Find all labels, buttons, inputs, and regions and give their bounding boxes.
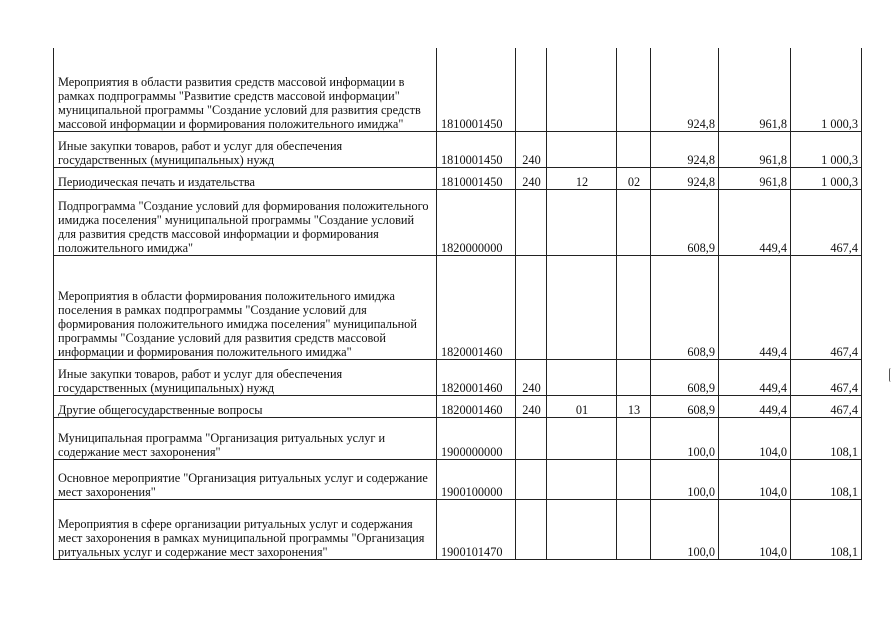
row-year-3-amount: 1 000,3 (791, 48, 862, 131)
row-year-3-amount: 467,4 (791, 189, 862, 255)
table-row (54, 459, 862, 499)
row-target-code: 1900101470 (437, 499, 516, 559)
table-row (54, 167, 862, 189)
row-name: Иные закупки товаров, работ и услуг для обеспечения государственных (муниципальных) нужд (54, 359, 437, 395)
row-target-code: 1810001450 (437, 48, 516, 131)
row-expense-type (516, 189, 547, 255)
row-year-2-amount: 961,8 (719, 48, 791, 131)
row-name: Иные закупки товаров, работ и услуг для обеспечения государственных (муниципальных) нужд (54, 131, 437, 167)
row-year-1-amount: 100,0 (651, 499, 719, 559)
row-year-3-amount: 467,4 (791, 359, 862, 395)
table-row (54, 131, 862, 167)
row-year-3-amount: 467,4 (791, 255, 862, 359)
row-year-1-amount: 608,9 (651, 395, 719, 417)
row-subsection (617, 417, 651, 459)
table-row (54, 255, 862, 359)
row-section (547, 189, 617, 255)
row-name: Мероприятия в области развития средств массовой информации в рамках подпрограммы "Развитие средств массовой информации" муниципальной программы "Создание условий для развития средств массовой информации и формирования положительного имиджа" (54, 48, 437, 131)
row-name: Подпрограмма "Создание условий для формирования положительного имиджа поселения" муниципальной программы "Создание условий для развития средств массовой информации и формирования положительного имиджа" (54, 189, 437, 255)
row-section (547, 499, 617, 559)
table-row (54, 395, 862, 417)
row-year-3-amount: 108,1 (791, 499, 862, 559)
row-section (547, 359, 617, 395)
row-name: Муниципальная программа "Организация ритуальных услуг и содержание мест захоронения" (54, 417, 437, 459)
row-expense-type (516, 499, 547, 559)
row-name: Мероприятия в сфере организации ритуальных услуг и содержания мест захоронения в рамках муниципальной программы "Организация ритуальных услуг и содержание мест захоронения" (54, 499, 437, 559)
row-target-code: 1810001450 (437, 167, 516, 189)
row-target-code: 1820001460 (437, 359, 516, 395)
row-target-code: 1820001460 (437, 255, 516, 359)
table-row (54, 189, 862, 255)
table-row (54, 499, 862, 559)
row-section: 01 (547, 395, 617, 417)
row-section: 12 (547, 167, 617, 189)
table-row (54, 48, 862, 131)
row-subsection (617, 359, 651, 395)
row-name: Другие общегосударственные вопросы (54, 395, 437, 417)
row-year-1-amount: 608,9 (651, 189, 719, 255)
row-target-code: 1900000000 (437, 417, 516, 459)
row-subsection: 02 (617, 167, 651, 189)
row-name: Мероприятия в области формирования положительного имиджа поселения в рамках подпрограммы "Создание условий для формирования положительного имиджа поселения" муниципальной программы "Создание условий для развития средств массовой информации и формирования положительного имиджа" (54, 255, 437, 359)
row-year-1-amount: 100,0 (651, 459, 719, 499)
row-year-2-amount: 449,4 (719, 395, 791, 417)
row-name: Периодическая печать и издательства (54, 167, 437, 189)
row-subsection (617, 131, 651, 167)
row-year-1-amount: 924,8 (651, 167, 719, 189)
row-expense-type (516, 417, 547, 459)
row-year-2-amount: 961,8 (719, 131, 791, 167)
row-expense-type: 240 (516, 131, 547, 167)
row-year-2-amount: 449,4 (719, 189, 791, 255)
row-year-2-amount: 961,8 (719, 167, 791, 189)
row-year-1-amount: 608,9 (651, 359, 719, 395)
row-expense-type: 240 (516, 167, 547, 189)
row-year-2-amount: 449,4 (719, 359, 791, 395)
row-year-3-amount: 467,4 (791, 395, 862, 417)
row-section (547, 131, 617, 167)
table-row (54, 359, 862, 395)
row-expense-type: 240 (516, 395, 547, 417)
row-year-2-amount: 449,4 (719, 255, 791, 359)
table-row (54, 417, 862, 459)
row-year-2-amount: 104,0 (719, 459, 791, 499)
row-section (547, 417, 617, 459)
row-expense-type (516, 255, 547, 359)
budget-table (53, 48, 862, 560)
row-section (547, 255, 617, 359)
row-expense-type (516, 459, 547, 499)
row-target-code: 1900100000 (437, 459, 516, 499)
row-subsection (617, 255, 651, 359)
row-year-3-amount: 1 000,3 (791, 167, 862, 189)
row-year-1-amount: 924,8 (651, 48, 719, 131)
row-subsection: 13 (617, 395, 651, 417)
row-year-2-amount: 104,0 (719, 499, 791, 559)
row-subsection (617, 499, 651, 559)
row-subsection (617, 459, 651, 499)
row-year-2-amount: 104,0 (719, 417, 791, 459)
row-section (547, 459, 617, 499)
row-target-code: 1810001450 (437, 131, 516, 167)
scan-edge-mark (889, 368, 893, 382)
row-year-3-amount: 1 000,3 (791, 131, 862, 167)
row-year-1-amount: 100,0 (651, 417, 719, 459)
row-subsection (617, 48, 651, 131)
row-expense-type: 240 (516, 359, 547, 395)
row-subsection (617, 189, 651, 255)
row-year-1-amount: 608,9 (651, 255, 719, 359)
row-target-code: 1820000000 (437, 189, 516, 255)
row-year-1-amount: 924,8 (651, 131, 719, 167)
row-year-3-amount: 108,1 (791, 417, 862, 459)
row-target-code: 1820001460 (437, 395, 516, 417)
row-year-3-amount: 108,1 (791, 459, 862, 499)
row-expense-type (516, 48, 547, 131)
row-name: Основное мероприятие "Организация ритуальных услуг и содержание мест захоронения" (54, 459, 437, 499)
row-section (547, 48, 617, 131)
